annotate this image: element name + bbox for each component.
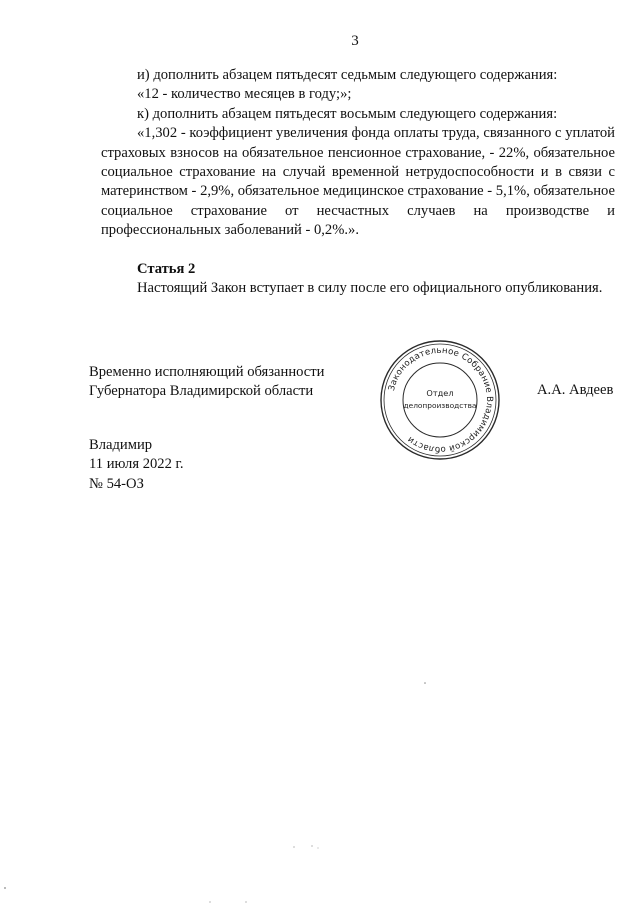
page-number: 3 bbox=[351, 33, 359, 49]
article-heading: Статья 2 bbox=[137, 260, 196, 277]
official-seal bbox=[378, 338, 502, 462]
document-body bbox=[101, 66, 615, 298]
seal-ring-text: Законодательное Собрание Владимирской области bbox=[386, 345, 495, 455]
paragraph-amendment-i: и) дополнить абзацем пятьдесят седьмым следующего содержания: bbox=[137, 67, 558, 83]
article-text: Настоящий Закон вступает в силу после его официального опубликования. bbox=[137, 280, 603, 297]
signatory-title-line-2: Губернатора Владимирской области bbox=[89, 383, 314, 400]
city: Владимир bbox=[89, 437, 153, 453]
paragraph-months-quote: «12 - количество месяцев в году;»; bbox=[137, 86, 352, 103]
seal-center-line-2: делопроизводства bbox=[403, 401, 477, 410]
place-date-block bbox=[89, 436, 184, 494]
paragraph-coefficient-quote: «1,302 - коэффициент увеличения фонда оплаты труда, связанного с уплатой страховых взносов на обязательное пенсионное страхование, - 22%, обязательное социальное страхование на случай временной нетрудоспособности и в связи с материнством - 2,9%, обязательное медицинское страхование - 5,1%, обязательное социальное страхование от несчастных случаев на производстве и профессиональных заболеваний - 0,2%.». bbox=[101, 125, 615, 239]
law-number: № 54-ОЗ bbox=[89, 475, 144, 492]
signatory-title-line-1: Временно исполняющий обязанности bbox=[89, 364, 325, 380]
paragraph-amendment-k: к) дополнить абзацем пятьдесят восьмым следующего содержания: bbox=[137, 105, 558, 122]
seal-center-line-1: Отдел bbox=[426, 388, 454, 398]
date: 11 июля 2022 г. bbox=[89, 456, 184, 473]
signatory-title bbox=[89, 363, 324, 402]
signatory-name: А.А. Авдеев bbox=[537, 382, 614, 398]
